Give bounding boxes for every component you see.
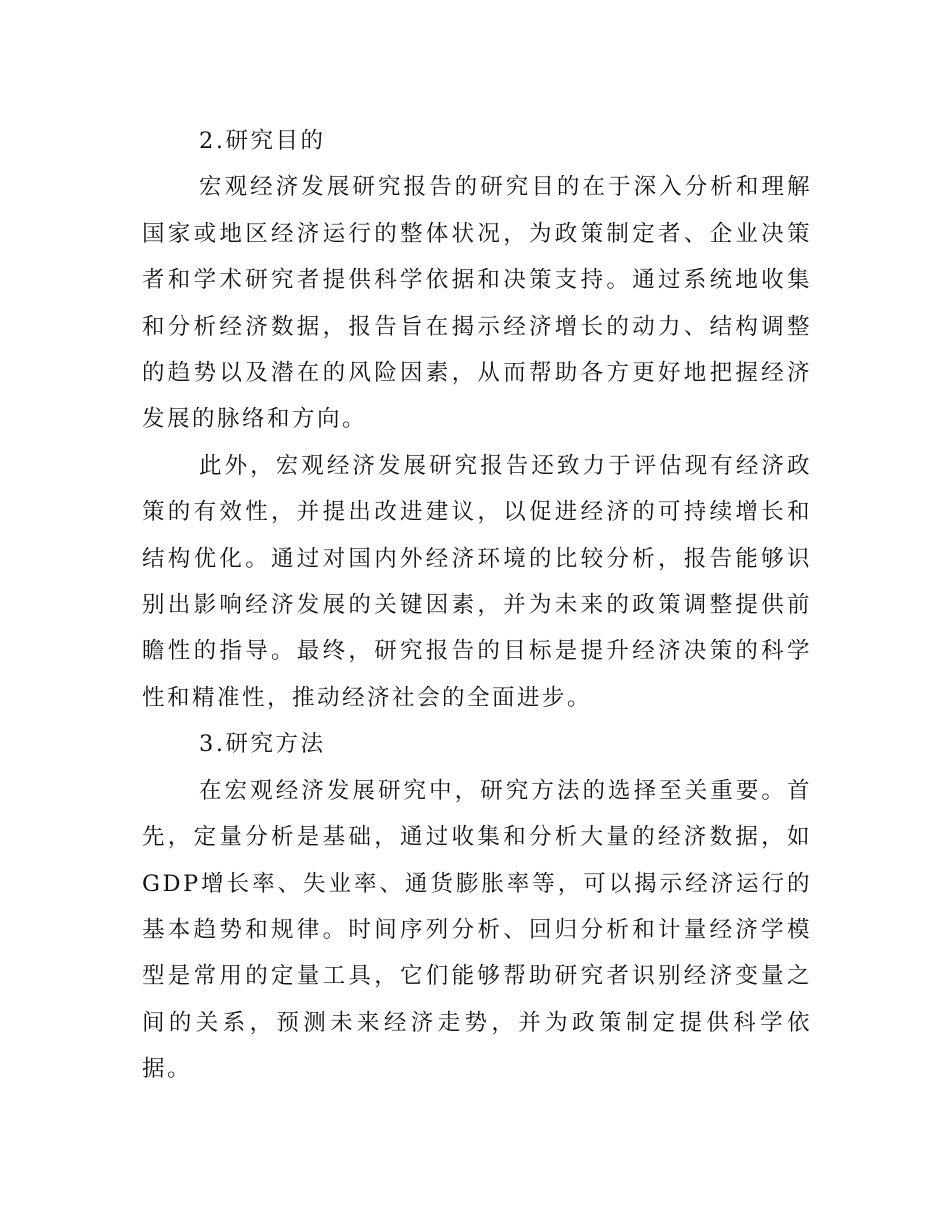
paragraph-research-purpose-1: 宏观经济发展研究报告的研究目的在于深入分析和理解国家或地区经济运行的整体状况，为政策制定者、企业决策者和学术研究者提供科学依据和决策支持。通过系统地收集和分析经济数据，报告旨在揭示经济增长的动力、结构调整的趋势以及潜在的风险因素，从而帮助各方更好地把握经济发展的脉络和方向。 <box>142 174 812 433</box>
paragraph-research-method-1: 在宏观经济发展研究中，研究方法的选择至关重要。首先，定量分析是基础，通过收集和分析大量的经济数据，如GDP增长率、失业率、通货膨胀率等，可以揭示经济运行的基本趋势和规律。时间序列分析、回归分析和计量经济学模型是常用的定量工具，它们能够帮助研究者识别经济变量之间的关系，预测未来经济走势，并为政策制定提供科学依据。 <box>142 777 812 1083</box>
document-body <box>142 118 812 1093</box>
section-heading-research-method: 3.研究方法 <box>199 731 326 758</box>
section-heading-research-purpose: 2.研究目的 <box>199 128 326 154</box>
paragraph-research-purpose-2: 此外，宏观经济发展研究报告还致力于评估现有经济政策的有效性，并提出改进建议，以促进经济的可持续增长和结构优化。通过对国内外经济环境的比较分析，报告能够识别出影响经济发展的关键因素，并为未来的政策调整提供前瞻性的指导。最终，研究报告的目标是提升经济决策的科学性和精准性，推动经济社会的全面进步。 <box>142 452 812 711</box>
